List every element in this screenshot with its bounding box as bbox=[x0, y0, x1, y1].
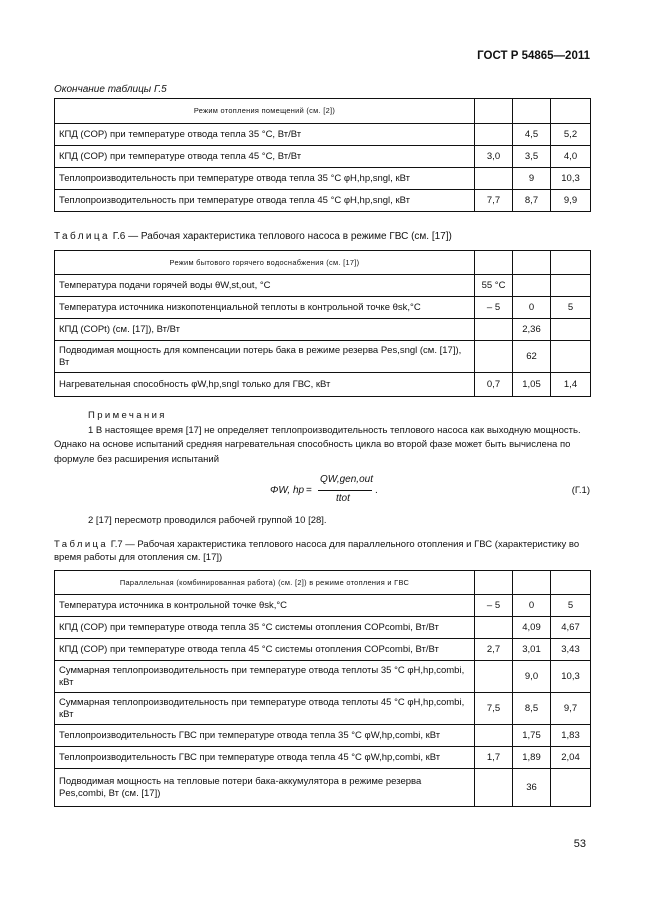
formula-numerator: QW,gen,out bbox=[320, 474, 373, 485]
table-row: КПД (COP) при температуре отвода тепла 35 °С, Вт/Вт 4,5 5,2 bbox=[55, 124, 591, 146]
table-row: Подводимая мощность для компенсации потерь бака в режиме резерва Pes,sngl (см. [17]), Вт 62 bbox=[55, 341, 591, 373]
table-g5-header: Режим отопления помещений (см. [2]) bbox=[55, 99, 475, 124]
table-g7-caption: Таблица Г.7 — Рабочая характеристика теплового насоса для параллельного отопления и ГВС (характеристику во время работы для отопления см. [17]) bbox=[54, 539, 580, 563]
table-g6 bbox=[54, 250, 591, 397]
notes-title: Примечания bbox=[88, 410, 167, 421]
formula-number: (Г.1) bbox=[571, 485, 590, 496]
formula-denominator: ttot bbox=[336, 493, 350, 504]
table-row: КПД (COPt) (см. [17]), Вт/Вт 2,36 bbox=[55, 319, 591, 341]
table-row: Температура источника низкопотенциальной теплоты в контрольной точке θsk,°С – 5 0 5 bbox=[55, 297, 591, 319]
table-g7 bbox=[54, 570, 591, 807]
table-row: Теплопроизводительность при температуре отвода тепла 45 °С φH,hp,sngl, кВт 7,7 8,7 9,9 bbox=[55, 190, 591, 212]
table-row: КПД (COP) при температуре отвода тепла 45 °С, Вт/Вт 3,0 3,5 4,0 bbox=[55, 146, 591, 168]
table-row: Теплопроизводительность ГВС при температуре отвода тепла 35 °С φW,hp,combi, кВт 1,75 1,83 bbox=[55, 725, 591, 747]
document-code: ГОСТ Р 54865—2011 bbox=[477, 50, 590, 62]
table-g5-caption: Окончание таблицы Г.5 bbox=[54, 84, 167, 95]
note-1: 1 В настоящее время [17] не определяет теплопроизводительность теплового насоса как выходную мощность. Однако на основе испытаний средняя нагревательная способность цикла во второй фазе может быть вычислена по формуле без расширения испытаний bbox=[54, 424, 581, 465]
table-g5 bbox=[54, 98, 591, 212]
table-row: Суммарная теплопроизводительность при температуре отвода теплоты 35 °С φH,hp,combi, кВт 9,0 10,3 bbox=[55, 661, 591, 693]
table-row: КПД (COP) при температуре отвода тепла 35 °С системы отопления COPcombi, Вт/Вт 4,09 4,67 bbox=[55, 617, 591, 639]
table-row: Суммарная теплопроизводительность при температуре отвода теплоты 45 °С φH,hp,combi, кВт 7,5 8,5 9,7 bbox=[55, 693, 591, 725]
table-row: Подводимая мощность на тепловые потери бака-аккумулятора в режиме резерва Pes,combi, Вт (см. [17]) 36 bbox=[55, 769, 591, 807]
table-row: Теплопроизводительность ГВС при температуре отвода тепла 45 °С φW,hp,combi, кВт 1,7 1,89 2,04 bbox=[55, 747, 591, 769]
table-row: Теплопроизводительность при температуре отвода тепла 35 °С φH,hp,sngl, кВт 9 10,3 bbox=[55, 168, 591, 190]
table-g6-header: Режим бытового горячего водоснабжения (см. [17]) bbox=[55, 251, 475, 275]
table-g6-caption: Таблица Г.6 — Рабочая характеристика теплового насоса в режиме ГВС (см. [17]) bbox=[54, 231, 452, 242]
formula-g1: ΦW, hp = QW,gen,out ttot . bbox=[270, 474, 378, 504]
table-row: КПД (COP) при температуре отвода тепла 45 °С системы отопления COPcombi, Вт/Вт 2,7 3,01 3,43 bbox=[55, 639, 591, 661]
table-row: Температура источника в контрольной точке θsk,°С – 5 0 5 bbox=[55, 595, 591, 617]
table-row: Температура подачи горячей воды θW,st,out, °С 55 °С bbox=[55, 275, 591, 297]
formula-lhs: ΦW, hp bbox=[270, 485, 305, 496]
note-2: 2 [17] пересмотр проводился рабочей группой 10 [28]. bbox=[88, 515, 327, 526]
notes-section bbox=[54, 409, 590, 467]
table-row: Нагревательная способность φW,hp,sngl только для ГВС, кВт 0,7 1,05 1,4 bbox=[55, 373, 591, 397]
page-number: 53 bbox=[573, 838, 586, 850]
table-g7-header: Параллельная (комбинированная работа) (см. [2]) в режиме отопления и ГВС bbox=[55, 571, 475, 595]
